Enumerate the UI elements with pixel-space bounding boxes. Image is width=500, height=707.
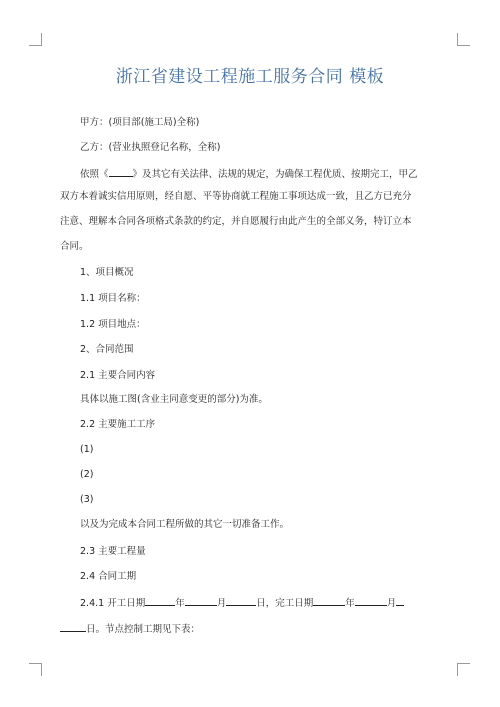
preamble-line-2: 双方本着诚实信用原则，经自愿、平等协商就工程施工事项达成一致，且乙方已充分 <box>60 191 412 202</box>
project-location-line: 1.2 项目地点： <box>80 319 146 330</box>
completion-month-blank <box>355 595 387 606</box>
preamble-part2: 》及其它有关法律、法规的规定，为确保工程优质、按期完工，甲乙 <box>132 169 418 180</box>
document-title: 浙江省建设工程施工服务合同 模板 <box>115 67 385 87</box>
completion-date-label: 日，完工日期 <box>256 598 314 609</box>
project-name-line: 1.1 项目名称： <box>80 293 146 304</box>
completion-day-blank <box>60 621 86 632</box>
completion-year-blank <box>313 595 345 606</box>
contract-period-heading: 2.4 合同工期 <box>80 571 137 582</box>
completion-year-label: 年 <box>345 598 355 609</box>
law-name-blank <box>109 166 133 177</box>
completion-month-label: 月 <box>386 598 397 609</box>
node-schedule-text: 日。节点控制工期见下表： <box>86 624 201 635</box>
party-b-line: 乙方：(营业执照登记名称，全称) <box>80 142 221 153</box>
crop-mark-top-right <box>457 33 470 46</box>
node-schedule-line <box>60 621 200 636</box>
crop-mark-bottom-left <box>29 663 42 676</box>
start-year-label: 年 <box>175 598 185 609</box>
start-date-line <box>80 595 404 610</box>
preamble-line-1 <box>80 166 418 181</box>
start-year-blank <box>145 595 175 606</box>
preamble-part1: 依照《 <box>80 169 109 180</box>
other-work-line: 以及为完成本合同工程所做的其它一切准备工作。 <box>80 519 290 530</box>
section-2-heading: 2、合同范围 <box>80 344 134 355</box>
section-1-heading: 1、项目概况 <box>80 267 134 278</box>
main-contract-content-heading: 2.1 主要合同内容 <box>80 370 156 381</box>
preamble-line-3: 注意、理解本合同各项格式条款的约定，并自愿履行由此产生的全部义务，特订立本 <box>60 216 412 227</box>
process-item-2: (2) <box>80 469 94 480</box>
main-contract-content-text: 具体以施工图(含业主同意变更的部分)为准。 <box>80 394 268 405</box>
completion-day-blank-start <box>396 595 404 606</box>
preamble-line-4: 合同。 <box>60 241 89 252</box>
start-day-blank <box>226 595 256 606</box>
crop-mark-top-left <box>29 33 42 46</box>
process-item-3: (3) <box>80 494 94 505</box>
main-process-heading: 2.2 主要施工工序 <box>80 419 156 430</box>
start-date-label: 2.4.1 开工日期 <box>80 598 146 609</box>
crop-mark-bottom-right <box>457 663 470 676</box>
main-quantity-heading: 2.3 主要工程量 <box>80 546 146 557</box>
party-a-line: 甲方：(项目部(施工局)全称) <box>80 117 200 128</box>
process-item-1: (1) <box>80 444 94 455</box>
start-month-label: 月 <box>216 598 227 609</box>
start-month-blank <box>185 595 217 606</box>
